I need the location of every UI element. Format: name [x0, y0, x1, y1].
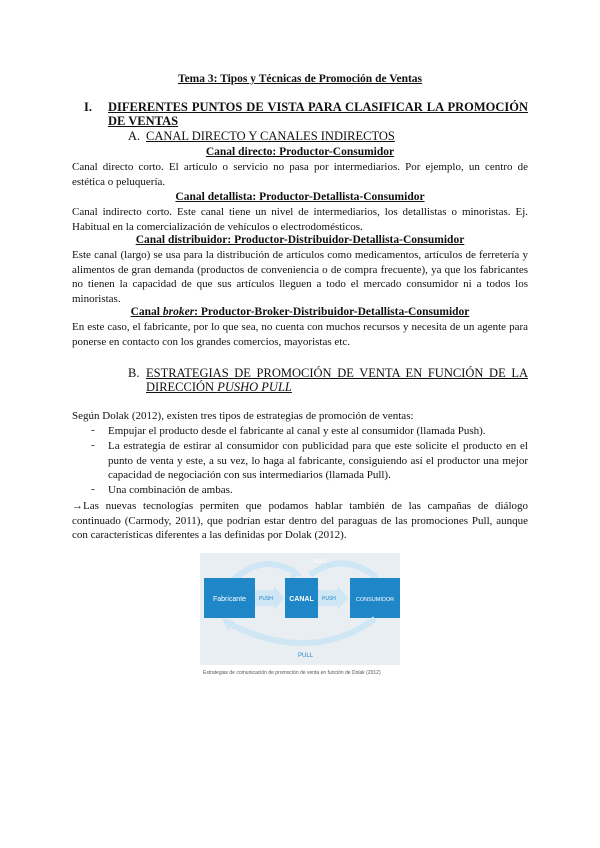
paragraph-closing-note: →Las nuevas tecnologías permiten que podamos hablar también de las campañas de diálogo continuado (Carmody, 2011), que podrían estar dentro del paraguas de las promociones Pull, aunque con características diferentes a las definidas por Dolak (2012). — [72, 500, 528, 542]
bullet-item-push: Empujar el producto desde el fabricante al canal y este al consumidor (llamada Push). — [108, 425, 486, 437]
heading-broker-part1: Canal — [130, 306, 163, 318]
push-pull-diagram — [200, 553, 400, 681]
figure-caption: Estrategias de comunicación de promoción de venta en función de Dolak (2012) — [203, 670, 381, 676]
box-consumidor-label: CONSUMIDOR — [355, 597, 395, 603]
document-title: Tema 3: Tipos y Técnicas de Promoción de Ventas — [177, 73, 423, 85]
subsection-a-title: CANAL DIRECTO Y CANALES INDIRECTOS — [146, 129, 395, 143]
push-label-1: PUSH — [259, 596, 273, 602]
pull-label-bottom: PULL — [298, 653, 314, 659]
heading-broker-italic: broker — [162, 306, 195, 318]
paragraph-canal-detallista: Canal indirecto corto. Este canal tiene un nivel de intermediarios, los detallistas o minoristas. Ej. Habitual en la comercialización de vehículos o electrodomésticos. — [72, 206, 528, 233]
bullet-item-combination: Una combinación de ambas. — [108, 484, 233, 496]
paragraph-canal-directo: Canal directo corto. El artículo o servicio no pasa por intermediarios. Por ejemplo, un centro de estética o peluquería. — [72, 161, 528, 188]
heading-broker-part2: : Productor-Broker-Distribuidor-Detallista-Consumidor — [194, 306, 470, 318]
subsection-a-letter: A. — [128, 129, 141, 143]
heading-canal-distribuidor: Canal distribuidor: Productor-Distribuidor-Detallista-Consumidor — [135, 234, 465, 246]
subsection-b-title-text: ESTRATEGIAS DE PROMOCIÓN DE VENTA EN FUNCIÓN DE LA DIRECCIÓN — [146, 366, 528, 394]
pull-label-top: PULL — [314, 559, 327, 565]
push-label-2: PUSH — [322, 596, 336, 602]
subsection-b-title — [146, 366, 528, 394]
bullet-dash: - — [91, 424, 95, 436]
heading-canal-broker — [72, 306, 528, 318]
box-fabricante-label: Fabricante — [212, 596, 247, 603]
bullet-item-pull: La estrategia de estirar al consumidor con publicidad para que este solicite el producto en el punto de venta y este, a su vez, lo haga al fabricante, consiguiendo así el productor una mejor capacidad de negociación con sus intermediarios (llamada Pull). — [108, 440, 528, 482]
subsection-b-letter: B. — [128, 366, 140, 380]
box-canal-label: CANAL — [289, 596, 314, 603]
bullet-dash: - — [91, 439, 95, 451]
section-number: I. — [84, 100, 92, 114]
heading-canal-directo: Canal directo: Productor-Consumidor — [205, 146, 395, 158]
paragraph-dolak-intro: Según Dolak (2012), existen tres tipos de estrategias de promoción de ventas: — [72, 410, 414, 422]
section-title: DIFERENTES PUNTOS DE VISTA PARA CLASIFICAR LA PROMOCIÓN DE VENTAS — [108, 100, 528, 128]
heading-canal-detallista: Canal detallista: Productor-Detallista-Consumidor — [175, 191, 425, 203]
subsection-b-title-italic: PUSHO PULL — [217, 380, 292, 394]
bullet-dash: - — [91, 483, 95, 495]
paragraph-canal-distribuidor: Este canal (largo) se usa para la distribución de artículos como medicamentos, artículos de ferretería y alimentos de gran demanda (productos de conveniencia o de compra frecuente), ya que los fabricantes no tienen la capacidad de que sus artículos lleguen a todo el mercado consumidor ni a todos los minoristas. — [72, 249, 528, 305]
paragraph-canal-broker: En este caso, el fabricante, por lo que sea, no cuenta con muchos recursos y necesita de un agente para ponerse en contacto con los grandes comercios, mayoristas etc. — [72, 321, 528, 348]
